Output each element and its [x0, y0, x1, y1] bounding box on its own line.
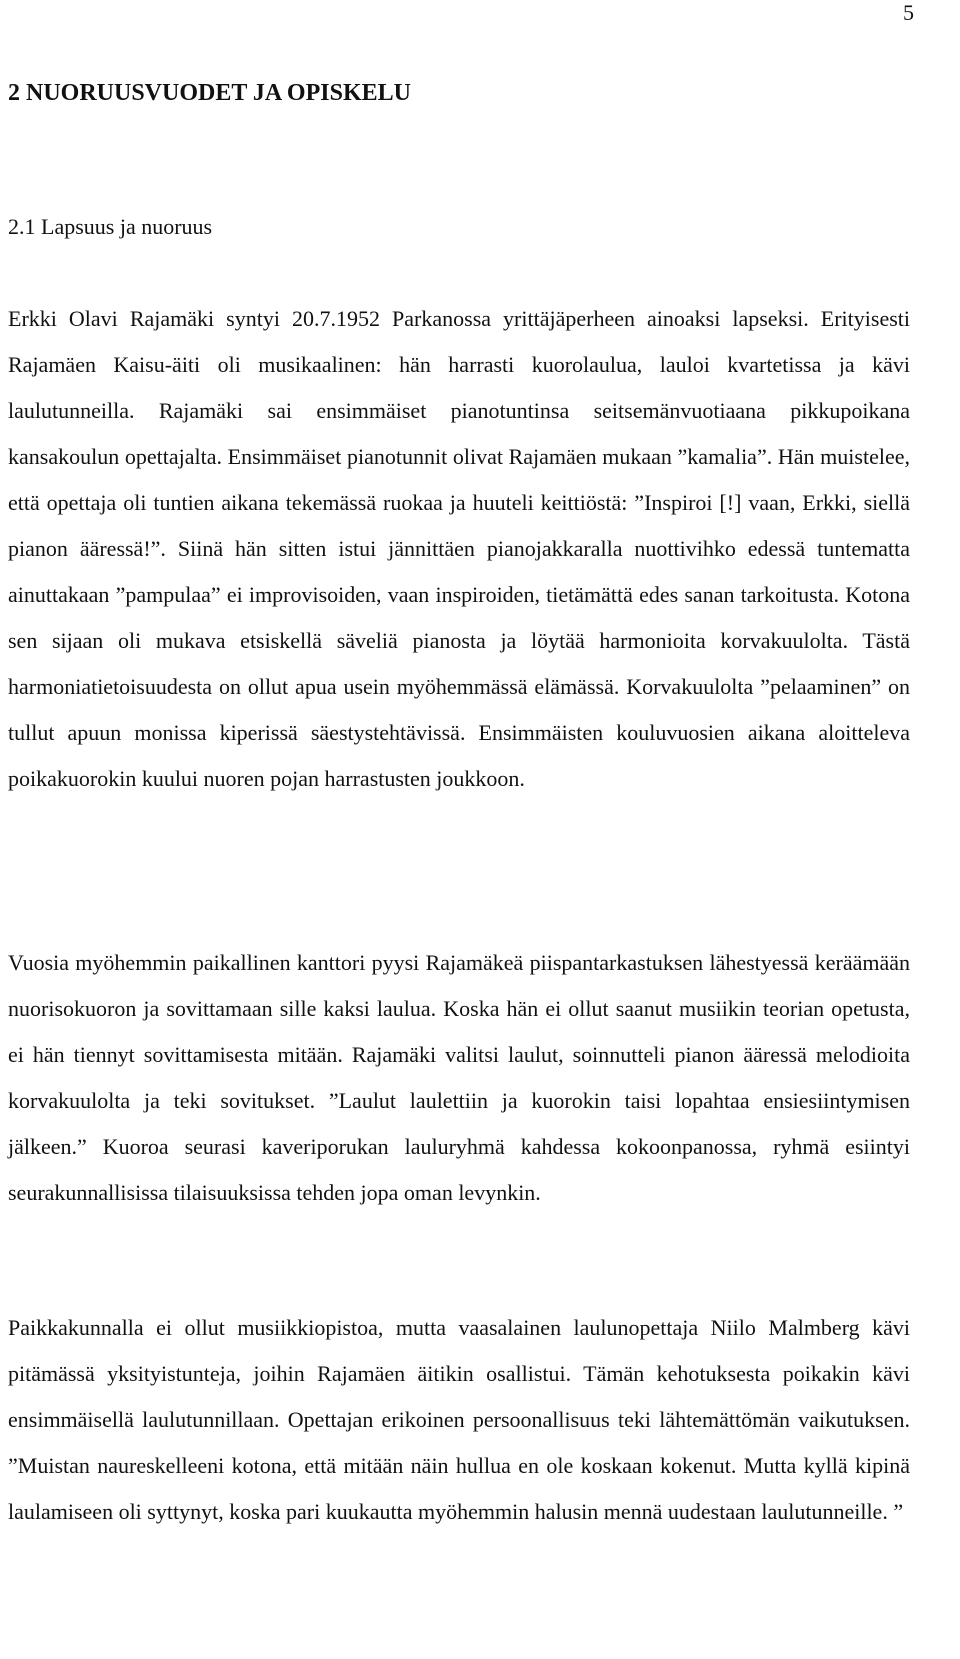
- section-title: 2.1 Lapsuus ja nuoruus: [8, 214, 213, 239]
- body-paragraph: Vuosia myöhemmin paikallinen kanttori pyysi Rajamäkeä piispantarkastuksen lähestyessä keräämään nuorisokuoron ja sovittamaan sille kaksi laulua. Koska hän ei ollut saanut musiikin teorian opetusta, ei hän tiennyt sovittamisesta mitään. Rajamäki valitsi laulut, soinnutteli pianon ääressä melodioita korvakuulolta ja teki sovitukset. ”Laulut laulettiin ja kuorokin taisi lopahtaa ensiesiintymisen jälkeen.” Kuoroa seurasi kaveriporukan lauluryhmä kahdessa kokoonpanossa, ryhmä esiintyi seurakunnallisissa tilaisuuksissa tehden jopa oman levynkin.: [8, 950, 910, 1205]
- body-paragraph: Paikkakunnalla ei ollut musiikkiopistoa, mutta vaasalainen laulunopettaja Niilo Malmberg kävi pitämässä yksityistunteja, joihin Rajamäen äitikin osallistui. Tämän kehotuksesta poikakin kävi ensimmäisellä laulutunnillaan. Opettajan erikoinen persoonallisuus teki lähtemättömän vaikutuksen. ”Muistan naureskelleeni kotona, että mitään näin hullua en ole koskaan kokenut. Mutta kyllä kipinä laulamiseen oli syttynyt, koska pari kuukautta myöhemmin halusin mennä uudestaan laulutunneille. ”: [8, 1315, 910, 1524]
- chapter-title: 2 NUORUUSVUODET JA OPISKELU: [8, 80, 411, 106]
- page-number: 5: [903, 0, 914, 25]
- body-paragraph: Erkki Olavi Rajamäki syntyi 20.7.1952 Parkanossa yrittäjäperheen ainoaksi lapseksi. Erityisesti Rajamäen Kaisu-äiti oli musikaalinen: hän harrasti kuorolaulua, lauloi kvartetissa ja kävi laulutunneilla. Rajamäki sai ensimmäiset pianotuntinsa seitsemänvuotiaana pikkupoikana kansakoulun opettajalta. Ensimmäiset pianotunnit olivat Rajamäen mukaan ”kamalia”. Hän muistelee, että opettaja oli tuntien aikana tekemässä ruokaa ja huuteli keittiöstä: ”Inspiroi [!] vaan, Erkki, siellä pianon ääressä!”. Siinä hän sitten istui jännittäen pianojakkaralla nuottivihko edessä tuntematta ainuttakaan ”pampulaa” ei improvisoiden, vaan inspiroiden, tietämättä edes sanan tarkoitusta. Kotona sen sijaan oli mukava etsiskellä säveliä pianosta ja löytää harmonioita korvakuulolta. Tästä harmoniatietoisuudesta on ollut apua usein myöhemmässä elämässä. Korvakuulolta ”pelaaminen” on tullut apuun monissa kiperissä säestystehtävissä. Ensimmäisten kouluvuosien aikana aloitteleva poikakuorokin kuului nuoren pojan harrastusten joukkoon.: [8, 306, 910, 791]
